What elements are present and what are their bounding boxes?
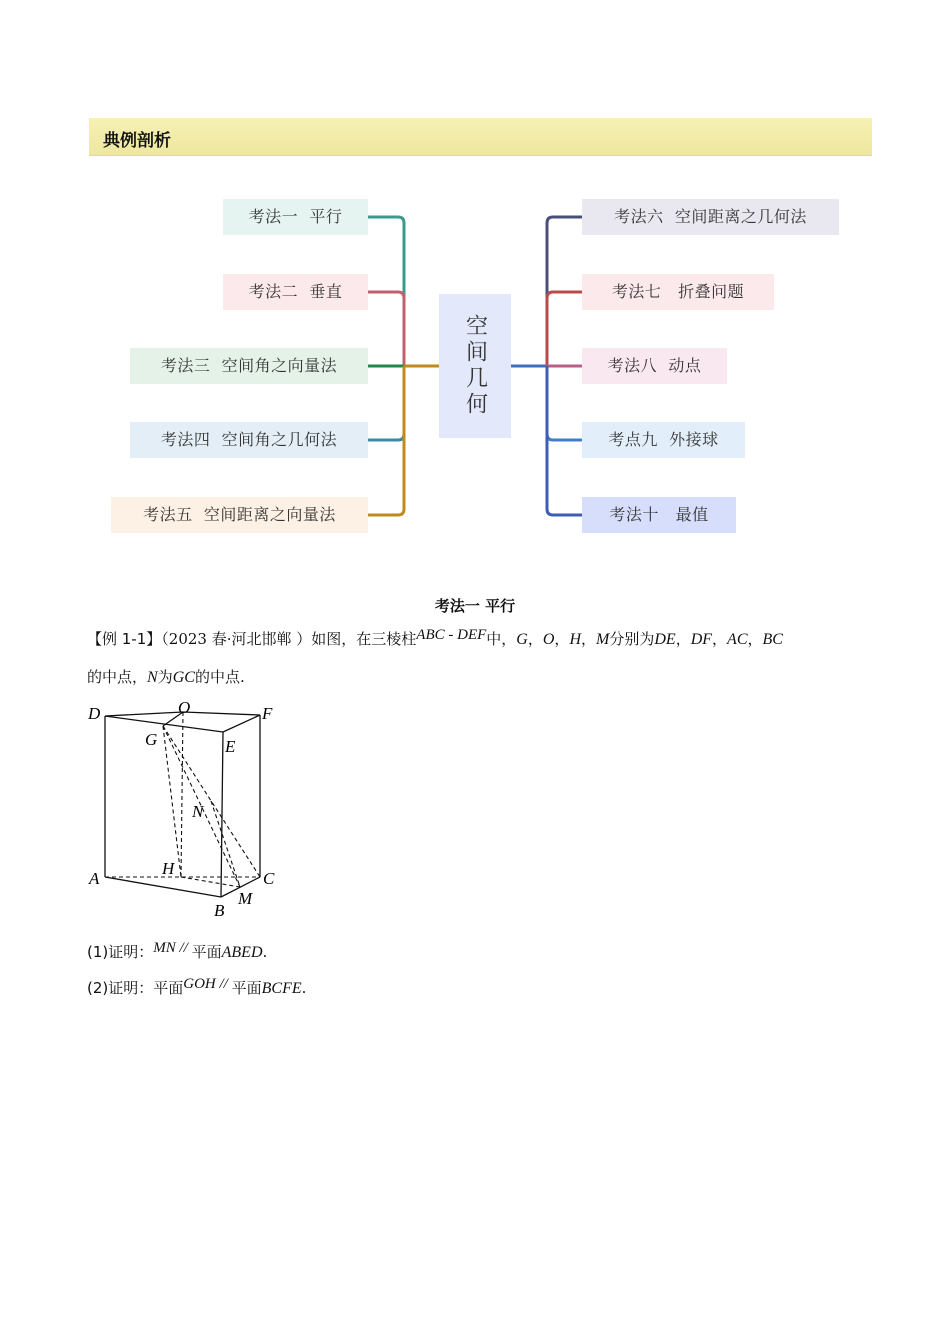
prism-figure — [80, 695, 290, 925]
comma: ， — [712, 630, 728, 648]
mindmap-node-left-4: 考法四 空间角之几何法 — [130, 422, 368, 458]
comma: ， — [675, 630, 691, 648]
segment-gh — [163, 726, 181, 877]
example-text: 为 — [157, 668, 173, 686]
connector-right-2 — [547, 292, 582, 366]
point-o: O — [542, 631, 555, 648]
mindmap-node-right-2: 考法七 折叠问题 — [582, 274, 774, 310]
point-n: N — [147, 669, 158, 686]
edge-eb — [221, 732, 223, 897]
label-n: N — [192, 802, 204, 821]
edge-de — [105, 716, 223, 732]
segment-df: DF — [690, 631, 713, 648]
point-m: M — [596, 631, 610, 648]
question-1 — [87, 942, 267, 963]
example-source: （2023 春·河北邯郸 ） — [161, 630, 312, 648]
question-text: 平面 — [191, 943, 222, 961]
question-number: (1) — [87, 943, 109, 961]
mindmap-node-left-1: 考法一 平行 — [223, 199, 368, 235]
mindmap-center-label: 空间几何 — [462, 314, 488, 418]
section-title: 典例剖析 — [103, 131, 171, 151]
point-g: G — [516, 631, 528, 648]
question-end: . — [301, 979, 307, 997]
mindmap-center — [439, 294, 511, 438]
point-h: H — [569, 631, 581, 648]
edge-do — [105, 712, 183, 716]
mindmap-node-right-4: 考点九 外接球 — [582, 422, 745, 458]
connector-left-4 — [368, 366, 404, 440]
mindmap-node-left-3: 考法三 空间角之向量法 — [130, 348, 368, 384]
example-line-2 — [87, 667, 245, 688]
question-text: 证明： — [108, 943, 154, 961]
question-text: 证明：平面 — [108, 979, 184, 997]
label-h: H — [162, 859, 175, 878]
comma: ， — [527, 630, 543, 648]
connector-right-4 — [547, 366, 582, 440]
label-o: O — [178, 698, 191, 717]
plane-name: BCFE — [261, 980, 302, 997]
question-math: MN // — [153, 940, 192, 956]
example-text: 的中点. — [194, 668, 245, 686]
mindmap-node-right-1: 考法六 空间距离之几何法 — [582, 199, 839, 235]
mindmap-node-left-5: 考法五 空间距离之向量法 — [111, 497, 368, 533]
method-title: 考法一 平行 — [434, 597, 516, 615]
mindmap-node-right-3: 考法八 动点 — [582, 348, 727, 384]
label-g: G — [145, 730, 158, 749]
segment-ac: AC — [727, 631, 748, 648]
mindmap-node-left-2: 考法二 垂直 — [223, 274, 368, 310]
label-e: E — [225, 737, 236, 756]
edge-ab — [105, 877, 221, 897]
connector-left-2 — [368, 292, 404, 366]
comma: ， — [554, 630, 570, 648]
example-text: 的中点， — [87, 668, 148, 686]
segment-bc: BC — [762, 631, 783, 648]
segment-oh — [181, 712, 183, 877]
segment-nm — [211, 801, 240, 887]
label-m: M — [238, 889, 253, 908]
mindmap-node-right-5: 考法十 最值 — [582, 497, 736, 533]
question-text: 平面 — [231, 979, 262, 997]
label-f: F — [262, 704, 273, 723]
edge-ef — [223, 715, 260, 732]
label-d: D — [88, 704, 101, 723]
segment-de: DE — [654, 631, 676, 648]
edge-of — [183, 712, 260, 715]
example-text: 分别为 — [609, 630, 655, 648]
question-number: (2) — [87, 979, 109, 997]
comma: ， — [747, 630, 763, 648]
example-text: 如图，在三棱柱 — [311, 630, 417, 648]
comma: ， — [581, 630, 597, 648]
label-a: A — [89, 869, 100, 888]
plane-name: ABED — [221, 944, 263, 961]
label-b: B — [214, 901, 225, 920]
mindmap-connectors — [0, 0, 950, 560]
label-c: C — [263, 869, 275, 888]
question-end: . — [262, 943, 268, 961]
question-2 — [87, 978, 306, 999]
segment-hm — [181, 877, 240, 887]
prism-name: ABC - DEF — [416, 627, 487, 643]
example-text: 中， — [486, 630, 517, 648]
segment-gc: GC — [172, 669, 195, 686]
question-math: GOH // — [183, 976, 232, 992]
example-tag: 【例 1-1】 — [87, 630, 162, 648]
example-line-1 — [87, 629, 783, 650]
